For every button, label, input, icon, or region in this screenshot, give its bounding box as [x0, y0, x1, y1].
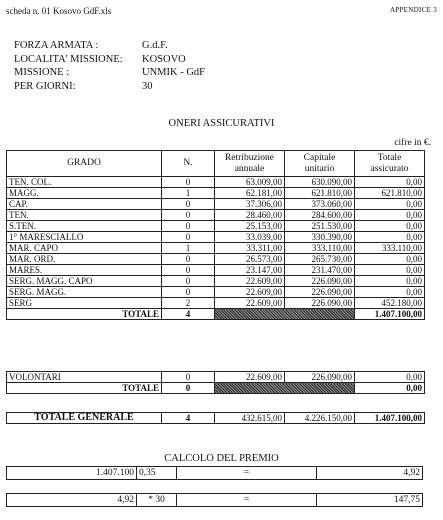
calc-rate: 0,35 [137, 467, 177, 480]
capitale-cell: 330.390,00 [285, 232, 355, 243]
n-cell: 0 [162, 372, 215, 383]
info-label: LOCALITA' MISSIONE: [14, 53, 123, 65]
n-cell: 0 [162, 177, 215, 188]
col-capitale: Capitale unitario [285, 151, 355, 177]
totale-cell: 0,00 [355, 177, 425, 188]
totale-cell: 0,00 [355, 221, 425, 232]
info-label: FORZA ARMATA : [14, 40, 99, 51]
col-totale: Totale assicurato [355, 151, 425, 177]
n-cell: 0 [162, 265, 215, 276]
grand-total-row [7, 413, 425, 424]
insurance-table [6, 150, 425, 320]
retribuzione-cell: 22.609,00 [215, 276, 285, 287]
grado-cell: SERG. MAGG. CAPO [7, 276, 162, 287]
capitale-cell: 226.090,00 [285, 298, 355, 309]
totale-label: TOTALE [7, 309, 162, 320]
retribuzione-cell: 33.311,00 [215, 243, 285, 254]
calc-row [7, 467, 423, 480]
table-row [7, 276, 425, 287]
n-cell: 0 [162, 210, 215, 221]
mission-info [14, 39, 205, 93]
info-row [14, 39, 205, 53]
retribuzione-cell: 62.181,00 [215, 188, 285, 199]
table-row [7, 177, 425, 188]
grado-cell: MAR. CAPO [7, 243, 162, 254]
calc-row [7, 494, 423, 507]
col-n: N. [162, 151, 215, 177]
capitale-cell: 226.090,00 [285, 287, 355, 298]
grado-cell: VOLONTARI [7, 372, 162, 383]
volontari-table [6, 371, 425, 394]
grado-cell: CAP. [7, 199, 162, 210]
table-row [7, 188, 425, 199]
totale-cell: 452.180,00 [355, 298, 425, 309]
n-cell: 1 [162, 243, 215, 254]
totale-cell: 333.110,00 [355, 243, 425, 254]
n-cell: 2 [162, 298, 215, 309]
calc-title: CALCOLO DEL PREMIO [164, 453, 279, 464]
totale-n: 0 [162, 383, 215, 394]
calc-table-1 [6, 466, 423, 480]
section-title: ONERI ASSICURATIVI [168, 118, 275, 129]
capitale-cell: 621.810,00 [285, 188, 355, 199]
grado-cell: S.TEN. [7, 221, 162, 232]
grado-cell: MAR. ORD. [7, 254, 162, 265]
n-cell: 0 [162, 254, 215, 265]
capitale-cell: 251.530,00 [285, 221, 355, 232]
n-cell: 0 [162, 199, 215, 210]
info-label: MISSIONE : [14, 67, 70, 78]
retribuzione-cell: 26.573,00 [215, 254, 285, 265]
grado-cell: TEN. [7, 210, 162, 221]
totale-label: TOTALE [7, 383, 162, 394]
calc-result: 147,75 [317, 494, 423, 507]
totale-cell: 0,00 [355, 287, 425, 298]
capitale-cell: 265.730,00 [285, 254, 355, 265]
retribuzione-cell: 25.153,00 [215, 221, 285, 232]
capitale-cell: 630.090,00 [285, 177, 355, 188]
totale-cell: 621.810,00 [355, 188, 425, 199]
totale-value: 0,00 [355, 383, 425, 394]
grado-cell: TEN. COL. [7, 177, 162, 188]
capitale-cell: 284.600,00 [285, 210, 355, 221]
totale-cell: 0,00 [355, 254, 425, 265]
n-cell: 0 [162, 276, 215, 287]
capitale-cell: 226.090,00 [285, 276, 355, 287]
calc-result: 4,92 [317, 467, 423, 480]
table-row [7, 210, 425, 221]
grand-totale: 1.407.100,00 [355, 413, 425, 424]
retribuzione-cell: 28.460,00 [215, 210, 285, 221]
table-row [7, 372, 425, 383]
calc-equals: = [177, 467, 317, 480]
totale-row [7, 309, 425, 320]
n-cell: 0 [162, 221, 215, 232]
calc-amount: 1.407.100 [7, 467, 137, 480]
grand-retribuzione: 432.615,00 [215, 413, 285, 424]
info-value: G.d.F. [142, 40, 168, 51]
totale-cell: 0,00 [355, 372, 425, 383]
retribuzione-cell: 37.306,00 [215, 199, 285, 210]
calc-amount: 4,92 [7, 494, 137, 507]
retribuzione-cell: 63.009,00 [215, 177, 285, 188]
table-header-row [7, 151, 425, 177]
totale-cell: 0,00 [355, 199, 425, 210]
info-row [14, 53, 205, 67]
grand-capitale: 4.226.150,00 [285, 413, 355, 424]
info-value: UNMIK - GdF [142, 67, 205, 78]
info-row [14, 80, 205, 94]
capitale-cell: 333.110,00 [285, 243, 355, 254]
info-row [14, 66, 205, 80]
table-row [7, 221, 425, 232]
unit-note: cifre in €. [394, 138, 431, 148]
table-row [7, 287, 425, 298]
n-cell: 0 [162, 287, 215, 298]
n-cell: 1 [162, 188, 215, 199]
info-value: 30 [142, 80, 153, 92]
totale-value: 1.407.100,00 [355, 309, 425, 320]
capitale-cell: 231.470,00 [285, 265, 355, 276]
retribuzione-cell: 22.609,00 [215, 298, 285, 309]
n-cell: 0 [162, 232, 215, 243]
grand-label: TOTALE GENERALE [7, 413, 162, 424]
totale-cell: 0,00 [355, 265, 425, 276]
calc-days: * 30 [137, 494, 177, 507]
totale-n: 4 [162, 309, 215, 320]
table-row [7, 199, 425, 210]
info-value: KOSOVO [142, 53, 186, 65]
retribuzione-cell: 22.609,00 [215, 372, 285, 383]
calc-table-2 [6, 493, 423, 507]
retribuzione-cell: 33.039,00 [215, 232, 285, 243]
grado-cell: MAGG. [7, 188, 162, 199]
retribuzione-cell: 22.609,00 [215, 287, 285, 298]
grado-cell: 1° MARESCIALLO [7, 232, 162, 243]
retribuzione-cell: 23.147,00 [215, 265, 285, 276]
calc-equals: = [177, 494, 317, 507]
table-row [7, 254, 425, 265]
totale-cell: 0,00 [355, 210, 425, 221]
appendix-label: APPENDICE 3 [389, 6, 437, 14]
file-name: scheda n. 01 Kosovo GdF.xls [6, 6, 112, 16]
grado-cell: SERG [7, 298, 162, 309]
totale-cell: 0,00 [355, 276, 425, 287]
table-row [7, 243, 425, 254]
table-row [7, 265, 425, 276]
table-row [7, 298, 425, 309]
grado-cell: MARES. [7, 265, 162, 276]
capitale-cell: 373.060,00 [285, 199, 355, 210]
col-grado: GRADO [7, 151, 162, 177]
grand-n: 4 [162, 413, 215, 424]
grand-total-table [6, 412, 425, 424]
capitale-cell: 226.090,00 [285, 372, 355, 383]
totale-vol-row [7, 383, 425, 394]
col-retribuzione: Retribuzione annuale [215, 151, 285, 177]
totale-cell: 0,00 [355, 232, 425, 243]
info-label: PER GIORNI: [14, 80, 76, 92]
grado-cell: SERG. MAGG. [7, 287, 162, 298]
shaded-cell [215, 309, 355, 320]
shaded-cell [215, 383, 355, 394]
table-row [7, 232, 425, 243]
